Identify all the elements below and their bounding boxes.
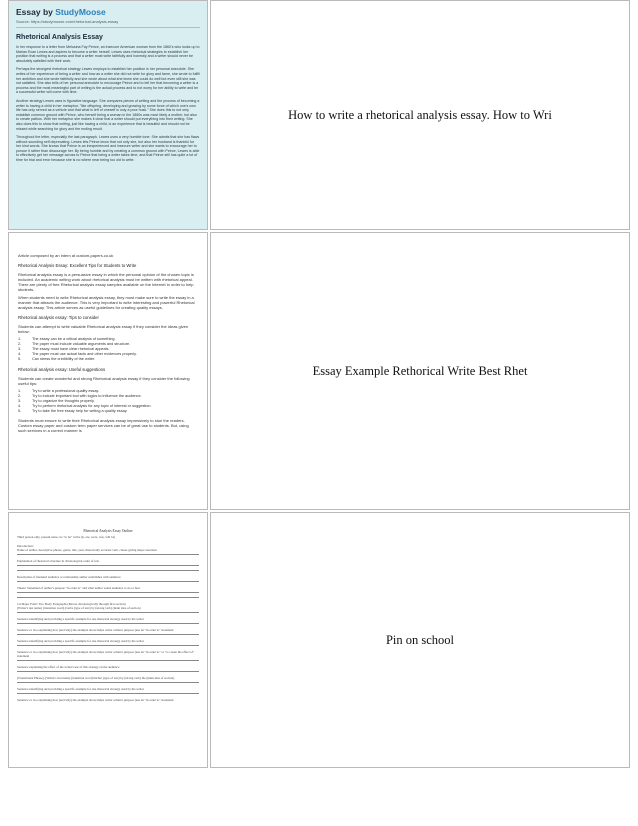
doc-paragraph: Perhaps the strongest rhetorical strategy Lewes employs to establish her position is her personal anecdote. She writes of her experience of being a writer and how as a writer she did not write for glory and fame, she wrote to fulfill her ambition and she wrote faithfully and she wrote about what she knew she could do well but even still she was not satisfied. She also tells of her personal anecdote to encourage Peirce and to tell her that becoming a writer is a process and the most meaningful part of writing is the actual process and to not worry for her ability to write and be a successful writer will come with time. <box>16 67 200 95</box>
doc-paragraph: When students need to write Rhetorical analysis essay, they must make sure to write the essay in a manner that attracts the audience. This is very important to write interesting and powerful Rhetorical analysis essay. This article serves as useful guidelines for creating quality essays. <box>18 295 195 310</box>
list-item: 2. Try to include important tool with logics to influence the audience. <box>18 394 142 398</box>
list-item: 3. Try to organize the thoughts properly. <box>18 399 95 403</box>
outline-line: Sentence explaining the effect of the writer's use of this strategy on the audience <box>17 665 120 669</box>
outline-line: Sentence or two explaining how (and why) the example above helps writer achieve purpose (use an "in order to" or "to create the effect of" statement <box>17 650 195 658</box>
outline-line: Thesis: Statement of author's purpose "in order to" and what author wants audience to do or feel. <box>17 586 141 590</box>
list-item: 1. Try to write a professional quality essay. <box>18 389 100 393</box>
list-item: 5. Can stress the credibility of the writer. <box>18 357 96 361</box>
result-caption[interactable]: How to write a rhetorical analysis essay. How to Wri <box>288 107 552 122</box>
doc-paragraph: In her response to a letter from Melusina Fay Peirce, an insecure American woman from the 1860's who looks up to Marian Evan Lewes and aspires to become a writer herself, Lewes uses rhetorical strategies to establish her position that writing is a process and that a writer must write faithfully and honestly and a writer should never be absolutely satisfied with their work. <box>16 45 200 63</box>
result-thumbnail-1[interactable] <box>8 0 208 230</box>
outline-line: Sentence identifying and providing a specific example for one rhetorical strategy used by the writer <box>17 639 144 643</box>
divider <box>16 27 200 28</box>
doc-paragraph: Throughout the letter, especially the last paragraph, Lewes uses a very humble tone. She admits that she has flaws without sounding self deprecating. Lewes lets Peirce know that not only she, but also her husband is thankful for her kind words. She knows that Peirce is an inexperienced and insecure writer and she wants to encourage her to pursue it rather than discourage her. By being humble and by creating a common ground with Peirce, Lewes is able to effectively get her message across to Peirce that being a writer takes time, and that Peirce still has quite a lot of time for trial and error because she is no where near being too old to write. <box>16 135 200 163</box>
outline-line: Explanation of rhetorical structure in chronological order of text <box>17 559 99 563</box>
doc-heading: Rhetorical analysis essay: Useful suggestions <box>18 367 106 372</box>
result-row-2 <box>8 232 630 510</box>
result-thumbnail-2[interactable] <box>8 232 208 510</box>
outline-line: Third person only, present tense, no "to be" verbs (is, are, were, was, will be) <box>17 535 116 539</box>
result-row-3 <box>8 512 630 768</box>
result-thumbnail-3[interactable] <box>8 512 208 768</box>
outline-line: Sentence or two explaining how (and why) the example above helps writer achieve purpose (use an "in order to" statement <box>17 698 174 702</box>
outline-line: Description of intended audience or relationship author establishes with audience <box>17 575 121 579</box>
result-row-1 <box>8 0 630 230</box>
outline-line: Sentence identifying and providing a specific example for one rhetorical strategy used by the writer <box>17 687 144 691</box>
doc-subtitle: Rhetorical Analysis Essay: Excellent Tips for Students to Write <box>18 263 137 268</box>
brand-title: Essay by StudyMoose <box>16 7 106 17</box>
outline-line: Name of author, descriptive phrase, genre, title, year, rhetorically accurate verb, clause giving major assertion <box>17 548 157 552</box>
suggestions-list <box>18 389 198 414</box>
result-caption-cell-3[interactable] <box>210 512 630 768</box>
list-item: 2. The paper must include valuable arguments and structure. <box>18 342 131 346</box>
source-line: Source: https://studymoose.com/rhetorical-analysis-essay <box>16 19 119 24</box>
outline-line: Sentence identifying and providing a specific example for one rhetorical strategy used by the writer <box>17 617 144 621</box>
doc-title: Rhetorical Analysis Essay <box>16 34 103 41</box>
doc-paragraph: Another strategy Lewes uses is figurative language. She compares pieces of writing and the process of becoming a writer to having a child in her metaphor, "like offspring, developing and growing by some force of which one's own life has only served as a vehicle and that what is left of oneself is only a poor husk." She does this to not only establish common ground with Peirce, who herself being a woman in the 1860s was most likely a mother, but also to create pathos. With her metaphor she makes it clear that a writer should put everything into their writing. She also does this to show that writing, just like having a child, is an experience that is beautiful and should not be missed while searching for glory and the ending result. <box>16 98 200 131</box>
doc-paragraph: Students must ensure to write their Rhetorical analysis essay impressively to stun the readers. Custom essay paper and custom term paper services can be of great use to students. But, using such services in a correct manner is <box>18 418 189 433</box>
doc-heading: Rhetorical Analysis Essay Outline <box>83 529 133 533</box>
result-caption-cell-2[interactable] <box>210 232 630 510</box>
doc-heading: Rhetorical analysis essay: Tips to consider <box>18 315 99 320</box>
list-item: 5. Try to take the free essay help for writing a quality essay. <box>18 409 128 413</box>
outline-line: (Writer's last name) (transition word) (verbs (type of text) by (strong verb) (main idea of section) <box>17 606 141 610</box>
doc-paragraph: Rhetorical analysis essay is a persuasive essay in which the personal opinion of the chosen topic is included. An academic writing work about rhetorical analysis must be written with rhetorical appeal. There are plenty of free Rhetorical analysis essay samples available on the Internet in order to help students. <box>18 272 194 292</box>
list-item: 4. Try to perform rhetorical analysis for any topic of interest or suggestion. <box>18 404 152 408</box>
outline-line: Introduction: <box>17 544 34 548</box>
list-item: 4. The paper must use actual facts and other evidences properly. <box>18 352 137 356</box>
doc-paragraph: Students can create wonderful and strong Rhetorical analysis essay if they consider the following useful tips: <box>18 376 190 386</box>
outline-line: 1st Major Point: Two Body Paragraphs (Moves chronologically through first section) <box>17 602 126 606</box>
list-item: 1. The essay can be a critical analysis of something. <box>18 337 116 341</box>
doc-paragraph: Students can attempt to write valuable Rhetorical analysis essay if they consider the ideas given below: <box>18 324 189 334</box>
doc-intro: Article composed by an intern at custom-papers.co.uk <box>18 253 114 258</box>
brand-name: StudyMoose <box>55 7 106 17</box>
outline-line: Sentence or two explaining how (and why) the example above helps writer achieve purpose (use an "in order to" statement <box>17 628 174 632</box>
result-caption[interactable]: Essay Example Rethorical Write Best Rhet <box>312 363 528 378</box>
outline-line: (Transitional Phrase), (Writer's last name) (transition word) his/her (type of text) by (strong verb) the (main idea of section) <box>17 676 175 680</box>
list-item: 3. The essay must have clear rhetorical appeals. <box>18 347 110 351</box>
tips-list <box>18 337 198 362</box>
result-caption-cell-1[interactable] <box>210 0 630 230</box>
result-caption[interactable]: Pin on school <box>385 632 455 647</box>
